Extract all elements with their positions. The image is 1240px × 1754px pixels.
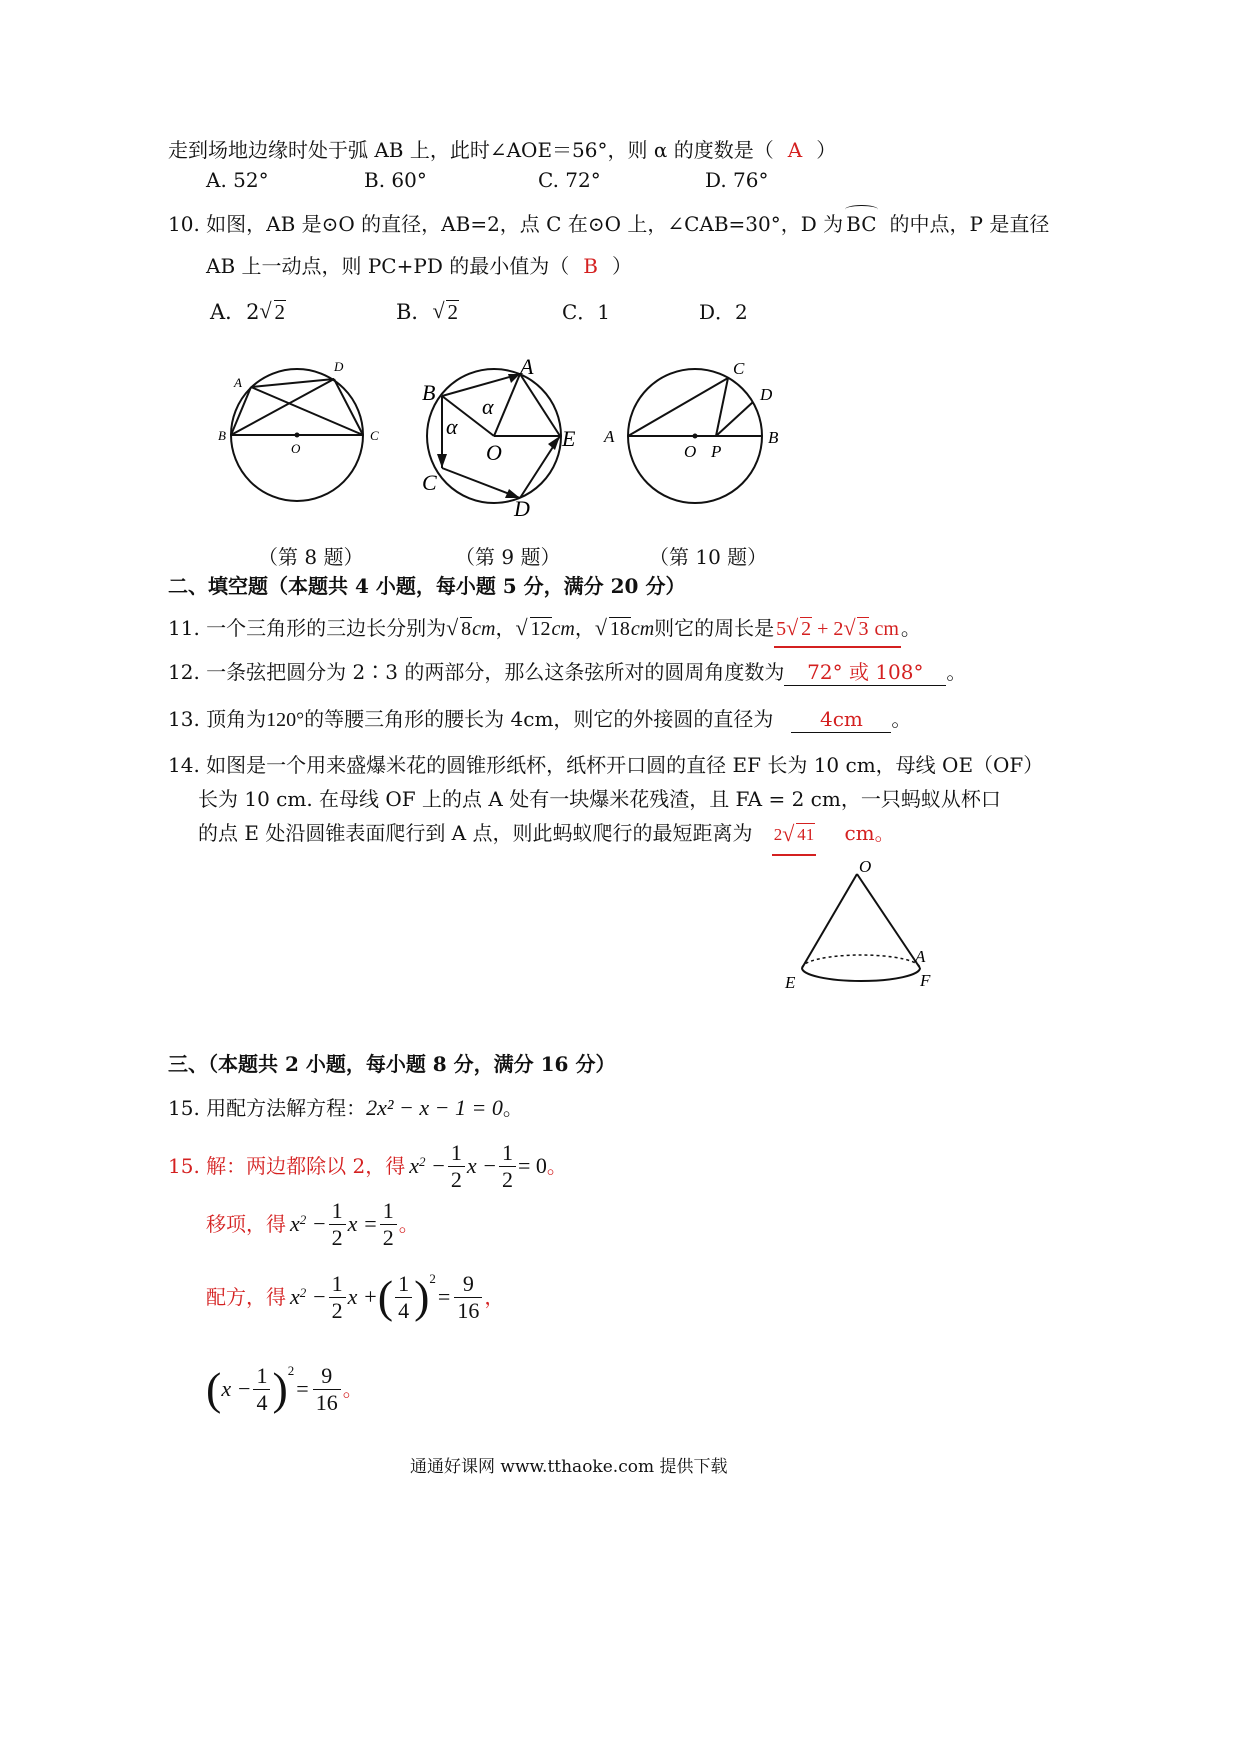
q11-sep1: ， xyxy=(495,616,516,640)
section3-title: 三、（本题共 2 小题，每小题 8 分，满分 16 分） xyxy=(168,1052,616,1076)
q15 xyxy=(168,1095,523,1121)
fig10-label-a: A xyxy=(604,427,615,446)
q14-line1: 14. 如图是一个用来盛爆米花的圆锥形纸杯，纸杯开口圆的直径 EF 长为 10 cm，母线 OE（OF） xyxy=(168,753,1044,777)
frac-den: 2 xyxy=(382,1224,394,1250)
q14-ans-coef: 2 xyxy=(773,825,783,844)
fig8-label-a: A xyxy=(234,375,242,390)
caption-fig9: （第 9 题） xyxy=(455,545,561,569)
frac-den: 16 xyxy=(457,1297,480,1323)
figure-9 xyxy=(410,350,610,520)
sqrt-symbol xyxy=(262,299,287,325)
sqrt-symbol xyxy=(788,616,812,642)
sol-line4: ( x − $\frac{1}{4}$ ) 2 = $\frac{9}{16}$ 。 xyxy=(206,1362,363,1415)
sqrt-symbol xyxy=(518,616,552,642)
caption-fig8: （第 8 题） xyxy=(258,545,364,569)
fig8-label-b: B xyxy=(218,428,226,443)
frac-num: 1 xyxy=(253,1363,270,1390)
q9-answer: A xyxy=(787,138,803,162)
sqrt-symbol xyxy=(434,299,459,325)
q13-text2: 的等腰三角形的腰长为 4cm，则它的外接圆的直径为 xyxy=(304,707,774,731)
q13-text1: 13. 顶角为 xyxy=(168,707,267,731)
fig9-label-d: D xyxy=(514,496,530,521)
sqrt-symbol xyxy=(845,616,869,642)
q10-option-c: C．1 xyxy=(562,300,611,324)
fig10-label-c: C xyxy=(733,359,745,378)
q13 xyxy=(168,706,911,733)
frac-den: 4 xyxy=(256,1389,268,1415)
sol-l1-prefix: 15. 解：两边都除以 2，得 xyxy=(168,1154,406,1178)
fig9-label-alpha1: α xyxy=(482,394,494,419)
frac-den: 16 xyxy=(315,1389,338,1415)
q11-u2: cm xyxy=(551,618,575,640)
q10-option-b xyxy=(396,299,459,325)
q9-option-a: A. 52° xyxy=(206,168,269,192)
q9-stem: 走到场地边缘时处于弧 AB 上，此时∠AOE＝56°，则 α 的度数是（ xyxy=(168,138,774,162)
frac-den: 4 xyxy=(398,1297,410,1323)
q10-opt-a-label: A．2 xyxy=(210,300,260,324)
sqrt-symbol xyxy=(784,822,815,848)
fig8-label-d: D xyxy=(334,359,344,374)
sqrt-symbol xyxy=(448,616,472,642)
sol-l2-end: 。 xyxy=(398,1212,419,1236)
q14-ans-rad: 41 xyxy=(797,825,815,844)
frac-den: 2 xyxy=(331,1224,343,1250)
frac-num: 9 xyxy=(454,1271,482,1298)
q9-option-d: D. 76° xyxy=(705,168,769,192)
q11-ans-r1: 2 xyxy=(801,618,812,640)
arc-label: BC xyxy=(846,212,877,236)
q9-option-b: B. 60° xyxy=(364,168,427,192)
sol-line2: 移项，得 $x^2$ − $\frac{1}{2}$ x = $\frac{1}{2}$ 。 xyxy=(206,1197,419,1250)
q15-equation: 2x² − x − 1 = 0 xyxy=(366,1095,503,1120)
q10-line1 xyxy=(168,211,1049,237)
q10-opt-b-rad: 2 xyxy=(447,300,458,324)
cone-label-f: F xyxy=(920,971,931,990)
q11 xyxy=(168,615,921,648)
q14-line2: 长为 10 cm. 在母线 OF 上的点 A 处有一块爆米花残渣，且 FA = 2 cm，一只蚂蚁从杯口 xyxy=(198,787,1001,811)
q12 xyxy=(168,659,966,686)
fraction xyxy=(448,1140,465,1193)
fig9-label-e: E xyxy=(562,426,576,451)
q10-option-d: D．2 xyxy=(699,300,748,324)
section2-title: 二、填空题（本题共 4 小题，每小题 5 分，满分 20 分） xyxy=(168,574,686,598)
q12-end: 。 xyxy=(946,660,967,684)
sol-line3: 配方，得 $x^2$ − $\frac{1}{2}$ x + ( $\frac{1}{4}$ ) 2 = $\frac{9}{16}$ ， xyxy=(206,1270,505,1323)
q11-mid: 则它的周长是 xyxy=(654,616,775,640)
q10-opt-a-rad: 2 xyxy=(274,300,286,324)
q14-answer xyxy=(772,822,816,856)
sol-line1: 15. 解：两边都除以 2，得 $x^2$ − $\frac{1}{2}$ x − $\frac{1}{2}$ = 0 。 xyxy=(168,1139,567,1192)
frac-den: 2 xyxy=(331,1297,343,1323)
q10-line1b: 的中点，P 是直径 xyxy=(889,212,1050,236)
cone-figure xyxy=(780,856,950,996)
q10-option-a xyxy=(210,299,286,325)
q13-angle: 120° xyxy=(266,709,305,731)
sol-l1-end: 。 xyxy=(546,1154,567,1178)
q10-line1a: 10. 如图，AB 是⊙O 的直径，AB=2，点 C 在⊙O 上，∠CAB=30°，D 为 xyxy=(168,212,844,236)
fig10-label-b: B xyxy=(768,428,779,447)
fraction xyxy=(253,1363,270,1416)
q10-line2-text: AB 上一动点，则 PC+PD 的最小值为（ xyxy=(206,254,570,278)
cone-label-a: A xyxy=(915,947,926,966)
frac-num: 1 xyxy=(329,1198,346,1225)
q15-prefix: 15. 用配方法解方程： xyxy=(168,1096,367,1120)
q10-answer: B xyxy=(583,254,598,278)
q11-ans-plus: + 2 xyxy=(812,618,844,640)
q13-answer: 4cm xyxy=(791,706,891,733)
sol-l3-comma: ， xyxy=(484,1285,505,1309)
fig10-label-p: P xyxy=(711,442,722,461)
arc-bc xyxy=(843,211,879,237)
figure-8 xyxy=(210,355,410,525)
q11-u3: cm xyxy=(630,618,655,640)
fraction xyxy=(395,1271,412,1324)
q14-line3-text: 的点 E 处沿圆锥表面爬行到 A 点，则此蚂蚁爬行的最短距离为 xyxy=(198,821,753,845)
q11-answer xyxy=(774,616,901,648)
q11-prefix: 11. 一个三角形的三边长分别为 xyxy=(168,616,447,640)
fig10-label-d: D xyxy=(760,385,773,404)
q11-r2: 12 xyxy=(530,618,551,640)
frac-den: 2 xyxy=(450,1166,462,1192)
fraction xyxy=(499,1140,516,1193)
fraction xyxy=(313,1363,341,1416)
q9-text xyxy=(168,137,836,163)
sol-l3-prefix: 配方，得 xyxy=(206,1285,286,1309)
fig9-label-alpha2: α xyxy=(446,414,458,439)
cone-label-o: O xyxy=(859,857,872,876)
q11-ans-a: 5 xyxy=(776,618,787,640)
frac-num: 1 xyxy=(395,1271,412,1298)
q10-opt-b-label: B． xyxy=(396,300,433,324)
q14-ans-unit: cm。 xyxy=(844,821,895,845)
q12-answer: 72° 或 108° xyxy=(784,659,946,686)
q11-end: 。 xyxy=(900,616,921,640)
cone-label-e: E xyxy=(785,973,796,992)
sqrt-symbol xyxy=(597,616,631,642)
q15-end: 。 xyxy=(502,1096,523,1120)
q11-sep2: ， xyxy=(574,616,595,640)
frac-den: 2 xyxy=(502,1166,513,1192)
q10-close: ） xyxy=(611,254,632,278)
frac-num: 9 xyxy=(313,1363,341,1390)
fig8-label-o: O xyxy=(291,441,301,456)
q11-u1: cm xyxy=(472,618,496,640)
fig10-label-o: O xyxy=(684,442,697,461)
q10-line2 xyxy=(206,253,632,279)
frac-num: 1 xyxy=(499,1140,516,1167)
caption-fig10: （第 10 题） xyxy=(649,545,768,569)
fraction xyxy=(380,1198,397,1251)
q11-r3: 18 xyxy=(609,618,630,640)
q11-ans-unit: cm xyxy=(869,618,899,640)
fraction xyxy=(329,1271,346,1324)
fig9-label-c: C xyxy=(422,470,437,495)
q11-r1: 8 xyxy=(461,618,472,640)
sol-l2-prefix: 移项，得 xyxy=(206,1212,286,1236)
q11-ans-r2: 3 xyxy=(858,618,869,640)
fig8-label-c: C xyxy=(370,428,379,443)
fig9-label-o: O xyxy=(486,440,502,465)
q13-end: 。 xyxy=(891,707,912,731)
frac-num: 1 xyxy=(380,1198,397,1225)
sol-l4-end: 。 xyxy=(342,1377,363,1401)
q14-line3 xyxy=(198,820,895,856)
figure-10 xyxy=(596,355,796,525)
q12-text: 12. 一条弦把圆分为 2∶3 的两部分，那么这条弦所对的圆周角度数为 xyxy=(168,660,785,684)
fig9-label-a: A xyxy=(520,354,534,379)
frac-num: 1 xyxy=(448,1140,465,1167)
frac-num: 1 xyxy=(329,1271,346,1298)
q9-close: ） xyxy=(816,138,837,162)
q9-option-c: C. 72° xyxy=(538,168,601,192)
fraction xyxy=(454,1271,482,1324)
footer: 通通好课网 www.tthaoke.com 提供下载 xyxy=(410,1457,728,1477)
fig9-label-b: B xyxy=(422,380,436,405)
fraction xyxy=(329,1198,346,1251)
